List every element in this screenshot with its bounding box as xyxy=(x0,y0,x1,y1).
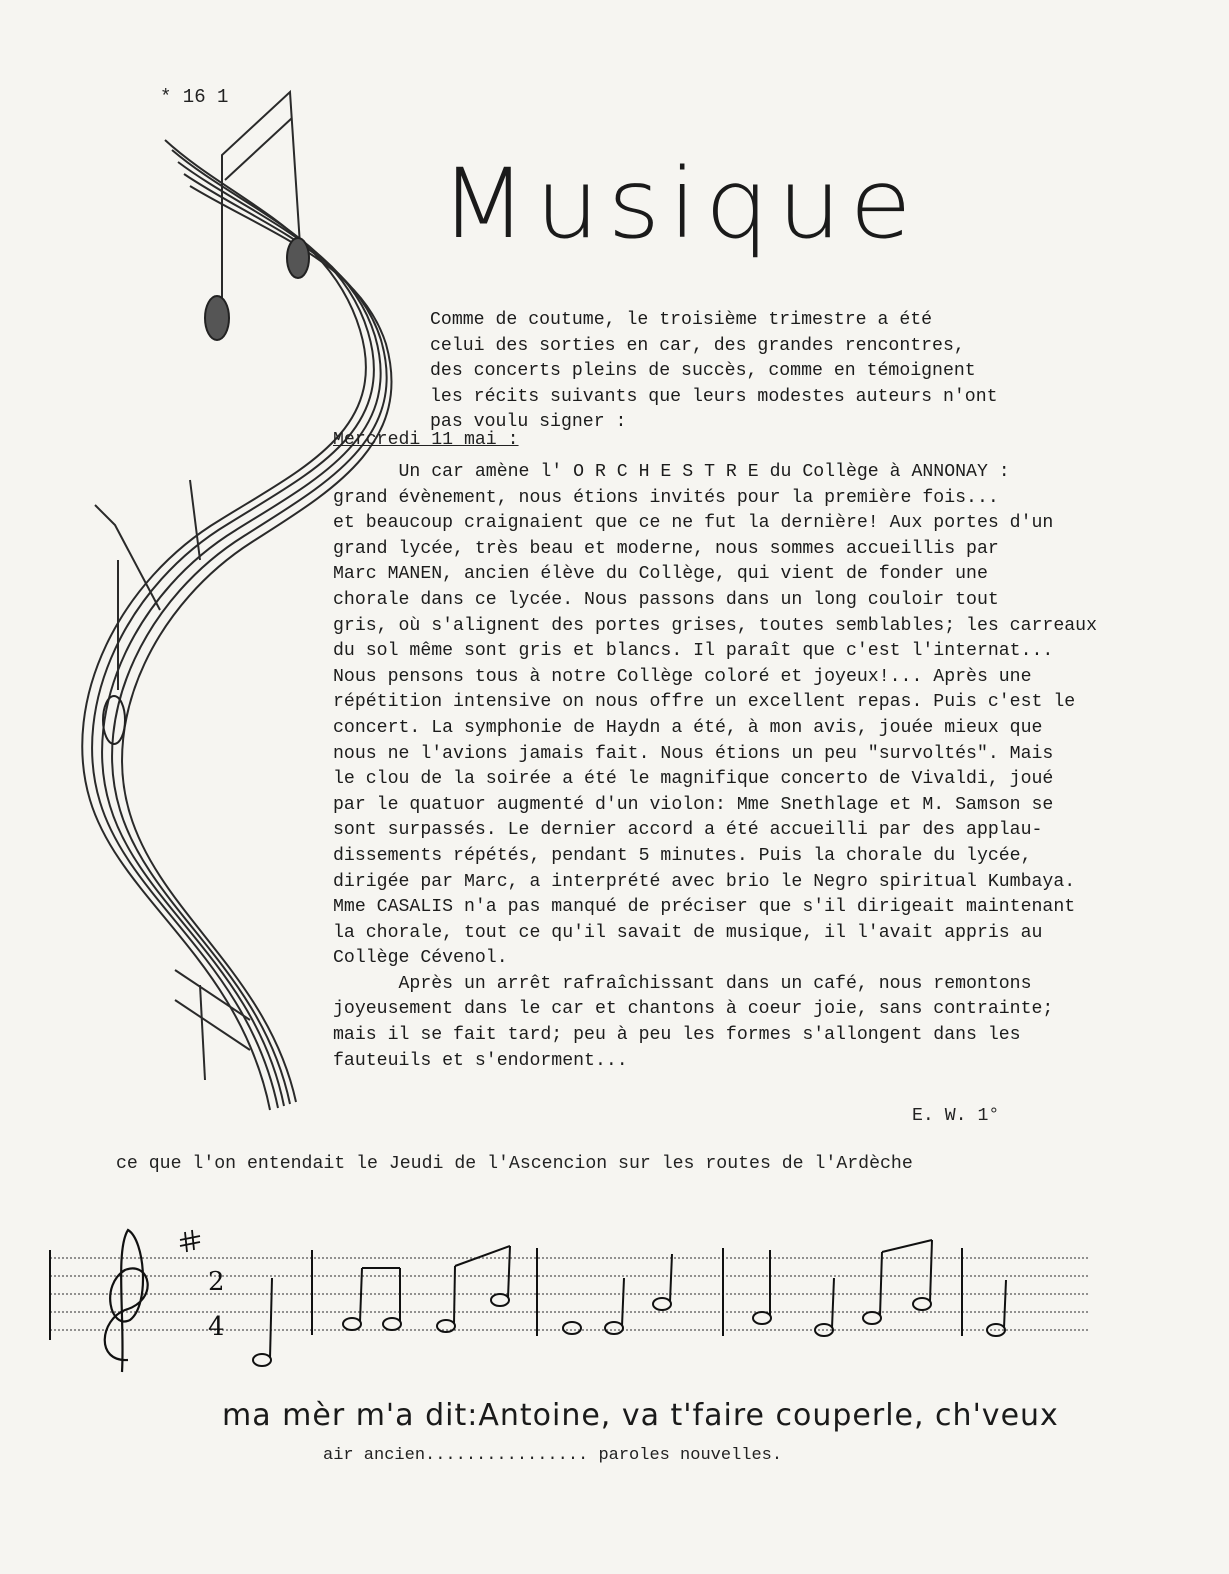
intro-paragraph: Comme de coutume, le troisième trimestre a été celui des sorties en car, des grandes rencontres, des concerts pleins de succès, comme en témoignent les récits suivants que leurs modestes auteurs n'ont pas voulu signer : xyxy=(430,310,998,433)
song-lyric: ma mèr m'a dit:Antoine, va t'faire couperle, ch'veux xyxy=(222,1398,1059,1433)
song-subcaption: air ancien................ paroles nouvelles. xyxy=(323,1446,783,1465)
article-body: Un car amène l' O R C H E S T R E du Collège à ANNONAY : grand évènement, nous étions invités pour la première fois... et beaucoup craignaient que ce ne fut la dernière! Aux portes d'un grand lycée, très beau et moderne, nous sommes accueillis par Marc MANEN, ancien élève du Collège, qui vient de fonder une chorale dans ce lycée. Nous passons dans un long couloir tout gris, où s'alignent des portes grises, toutes semblables; les carreaux du sol même sont gris et blancs. Il paraît que c'est l'internat... Nous pensons tous à notre Collège coloré et joyeux!... Après une répétition intensive on nous offre un excellent repas. Puis c'est le concert. La symphonie de Haydn a été, à mon avis, jouée mieux que nous ne l'avions jamais fait. Nous étions un peu "survoltés". Mais le clou de la soirée a été le magnifique concerto de Vivaldi, joué par le quatuor augmenté d'un violon: Mme Snethlage et M. Samson se sont surpassés. Le dernier accord a été accueilli par des applau- dissements répétés, pendant 5 minutes. Puis la chorale du lycée, dirigée par Marc, a interprété avec brio le Negro spiritual Kumbaya. Mme CASALIS n'a pas manqué de préciser que s'il dirigeait maintenant la chorale, tout ce qu'il savait de musique, il l'avait appris au Collège Cévenol. Après un arrêt rafraîchissant dans un café, nous remontons joyeusement dans le car et chantons à coeur joie, sans contrainte; mais il se fait tard; peu à peu les formes s'allongent dans les fauteuils et s'endorment... xyxy=(333,462,1097,1071)
page-number: * 16 1 xyxy=(160,86,229,108)
date-heading: Mercredi 11 mai : xyxy=(333,430,519,450)
author-signature: E. W. 1° xyxy=(912,1106,1000,1126)
page-title: Musique xyxy=(440,148,921,260)
score-caption: ce que l'on entendait le Jeudi de l'Ascencion sur les routes de l'Ardèche xyxy=(116,1154,913,1174)
time-signature-bottom: 4 xyxy=(208,1312,225,1342)
time-signature-top: 2 xyxy=(208,1267,225,1297)
